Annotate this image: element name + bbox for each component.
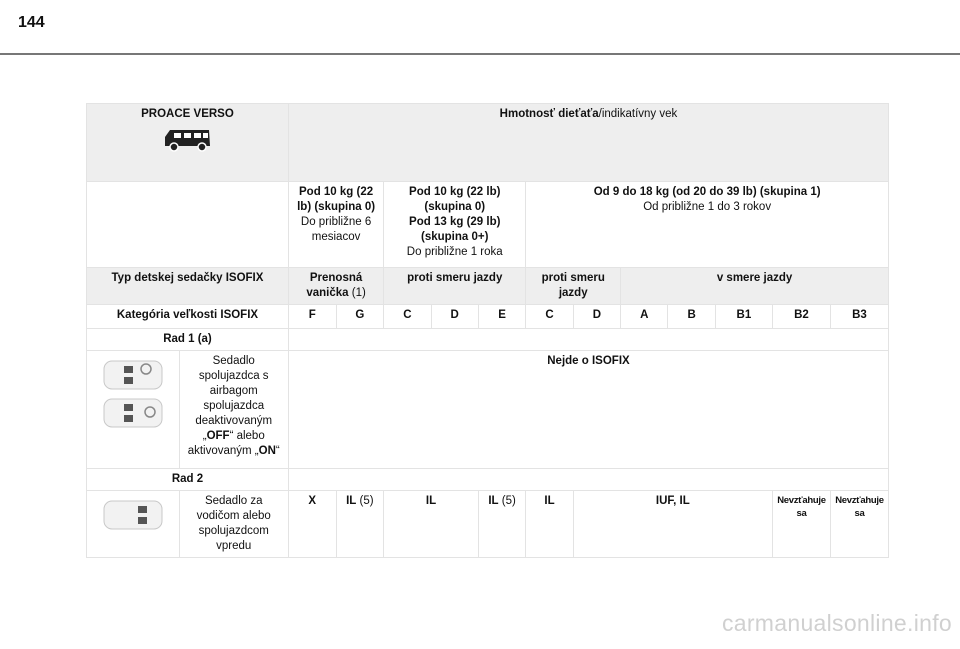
weight-header (288, 104, 888, 182)
front-passenger-seat-icon (102, 396, 164, 430)
group-1-cell (526, 182, 889, 268)
size-cell: F (288, 305, 336, 329)
row-2-description: Sedadlo za vodičom alebo spolujazdcom vpredu (179, 491, 288, 558)
empty-cell (87, 182, 289, 268)
row-2-value: Nevzťahuje sa (773, 491, 831, 558)
empty-cell (288, 329, 888, 351)
front-passenger-seat-icon (102, 358, 164, 392)
row-2-title: Rad 2 (87, 469, 289, 491)
size-cell: B3 (830, 305, 888, 329)
model-cell (87, 104, 289, 182)
isofix-table (86, 103, 889, 558)
not-isofix-note: Nejde o ISOFIX (288, 351, 888, 469)
size-cell: D (431, 305, 478, 329)
row-2-value: IL (5) (336, 491, 384, 558)
row-2-value: IL (384, 491, 479, 558)
size-cell: C (384, 305, 431, 329)
row-2-value: IUF, IL (573, 491, 772, 558)
page-number: 144 (18, 14, 45, 31)
size-cell: B (668, 305, 715, 329)
type-forward-facing: v smere jazdy (621, 268, 889, 305)
model-name: PROACE VERSO (141, 108, 234, 120)
row-2-value: IL (5) (478, 491, 525, 558)
row-1-description: Sedadlo spolujazdca s airbagom spolujazdca deaktivovaným „OFF“ alebo aktivovaným „ON“ (179, 351, 288, 469)
size-cell: A (621, 305, 668, 329)
row-2-value: IL (526, 491, 573, 558)
header-divider (0, 53, 960, 55)
watermark: carmanualsonline.info (721, 610, 952, 636)
group-0-cell (288, 182, 383, 268)
group-0plus-age: Do približne 1 roka (406, 246, 503, 258)
size-cell: E (478, 305, 525, 329)
group-0plus-weight-a: Pod 10 kg (22 lb) (skupina 0) (409, 186, 501, 213)
type-carrycot: Prenosná vanička (1) (288, 268, 383, 305)
type-rear-facing-a: proti smeru jazdy (384, 268, 526, 305)
row-2-value: X (288, 491, 336, 558)
size-cell: B1 (715, 305, 772, 329)
weight-title: Hmotnosť dieťaťa (499, 108, 599, 120)
group-0plus-weight-b: Pod 13 kg (29 lb) (skupina 0+) (409, 216, 501, 243)
row-1-title: Rad 1 (a) (87, 329, 289, 351)
group-1-age: Od približne 1 do 3 rokov (643, 201, 772, 213)
empty-cell (288, 469, 888, 491)
isofix-type-label: Typ detskej sedačky ISOFIX (87, 268, 289, 305)
group-0-weight: Pod 10 kg (22 lb) (skupina 0) (297, 186, 376, 213)
type-rear-facing-b: proti smeru jazdy (526, 268, 621, 305)
rear-seat-diagram-cell (87, 491, 180, 558)
row-2-value: Nevzťahuje sa (830, 491, 888, 558)
front-seat-diagram-cell (87, 351, 180, 469)
rear-seat-icon (102, 498, 164, 532)
group-0-age: Do približne 6 mesiacov (300, 216, 372, 243)
weight-subtitle: /indikatívny vek (598, 108, 678, 120)
isofix-size-label: Kategória veľkosti ISOFIX (87, 305, 289, 329)
size-cell: B2 (773, 305, 831, 329)
group-1-weight: Od 9 do 18 kg (od 20 do 39 lb) (skupina 1) (593, 186, 821, 198)
size-cell: C (526, 305, 573, 329)
size-cell: G (336, 305, 384, 329)
group-0plus-cell (384, 182, 526, 268)
size-cell: D (573, 305, 620, 329)
van-icon (161, 126, 213, 152)
